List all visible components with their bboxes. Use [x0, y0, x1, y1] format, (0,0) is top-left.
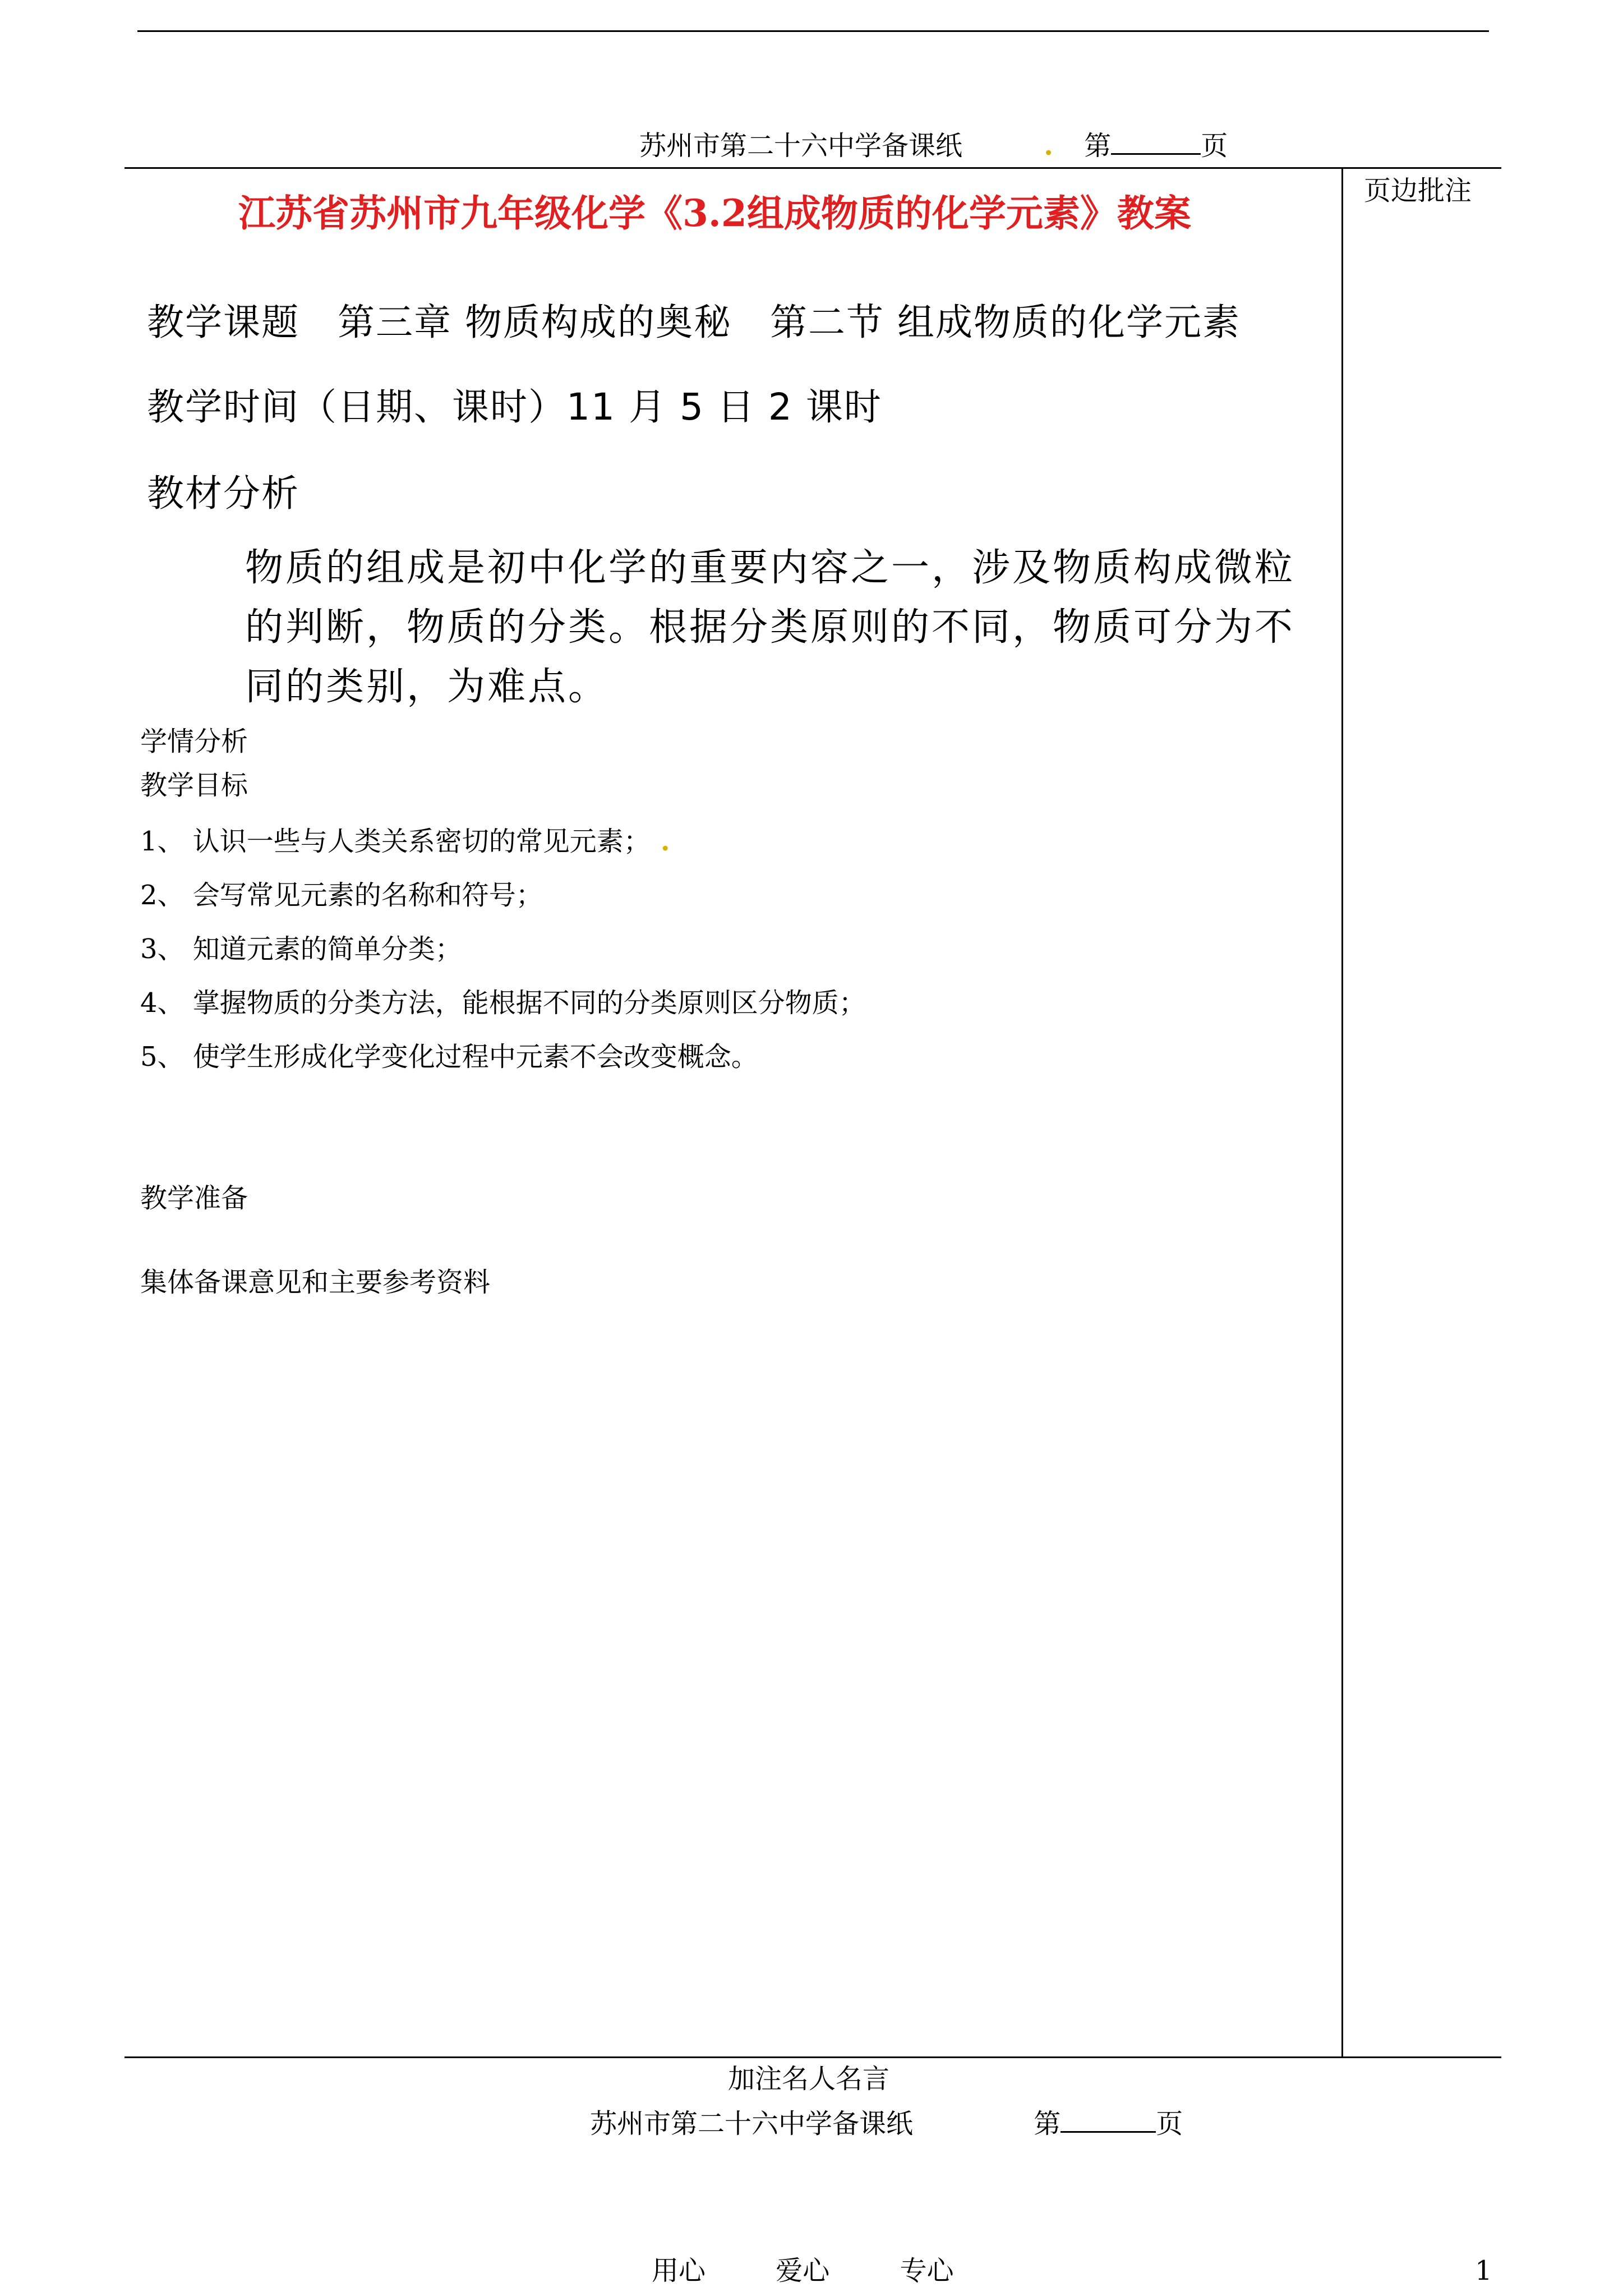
- objective-item: 4、 掌握物质的分类方法，能根据不同的分类原则区分物质；: [140, 987, 866, 1019]
- footer-motto: [652, 2254, 954, 2288]
- margin-divider: [1341, 167, 1343, 2058]
- student-analysis-heading: 学情分析: [140, 726, 248, 757]
- top-rule: [137, 30, 1489, 32]
- objective-item: 3、 知道元素的简单分类；: [140, 933, 462, 965]
- motto-item: 专心: [900, 2255, 954, 2286]
- header-page-blank: [1111, 131, 1201, 155]
- references-heading: 集体备课意见和主要参考资料: [140, 1267, 491, 1298]
- lesson-topic: 教学课题 第三章 物质构成的奥秘 第二节 组成物质的化学元素: [147, 301, 1241, 344]
- footer-quote: 加注名人名言: [728, 2063, 890, 2095]
- footer-rule: [125, 2056, 1501, 2058]
- motto-item: 爱心: [776, 2255, 830, 2286]
- header-page-prefix: 第: [1084, 130, 1112, 162]
- page-title: 江苏省苏州市九年级化学《3.2组成物质的化学元素》教案: [238, 191, 1191, 235]
- objective-dot: .: [660, 826, 670, 857]
- preparation-heading: 教学准备: [140, 1182, 248, 1214]
- header-school-paper: 苏州市第二十六中学备课纸: [639, 130, 963, 162]
- footer-page-blank: [1061, 2109, 1156, 2133]
- objectives-heading: 教学目标: [140, 770, 248, 801]
- margin-note: 页边批注: [1364, 175, 1472, 206]
- header-dot: .: [1044, 130, 1053, 162]
- header: [639, 129, 1228, 163]
- motto-item: 用心: [652, 2255, 706, 2286]
- footer-school-paper: 苏州市第二十六中学备课纸: [590, 2108, 914, 2139]
- lesson-time: 教学时间（日期、课时）11 月 5 日 2 课时: [147, 385, 882, 429]
- objective-text: 1、 认识一些与人类关系密切的常见元素；: [140, 826, 651, 857]
- header-rule: [125, 167, 1501, 169]
- objective-item: 2、 会写常见元素的名称和符号；: [140, 880, 543, 911]
- footer-page-suffix: 页: [1156, 2108, 1183, 2139]
- footer-page-prefix: 第: [1034, 2108, 1061, 2139]
- material-heading: 教材分析: [147, 472, 299, 515]
- objective-item: 5、 使学生形成化学变化过程中元素不会改变概念。: [140, 1041, 758, 1073]
- page-number: 1: [1475, 2255, 1492, 2286]
- header-page-suffix: 页: [1201, 130, 1228, 162]
- footer-page-line: [590, 2107, 1183, 2141]
- objective-item: [140, 825, 670, 858]
- material-text: 物质的组成是初中化学的重要内容之一，涉及物质构成微粒的判断，物质的分类。根据分类原则的不同，物质可分为不同的类别，为难点。: [245, 546, 1295, 709]
